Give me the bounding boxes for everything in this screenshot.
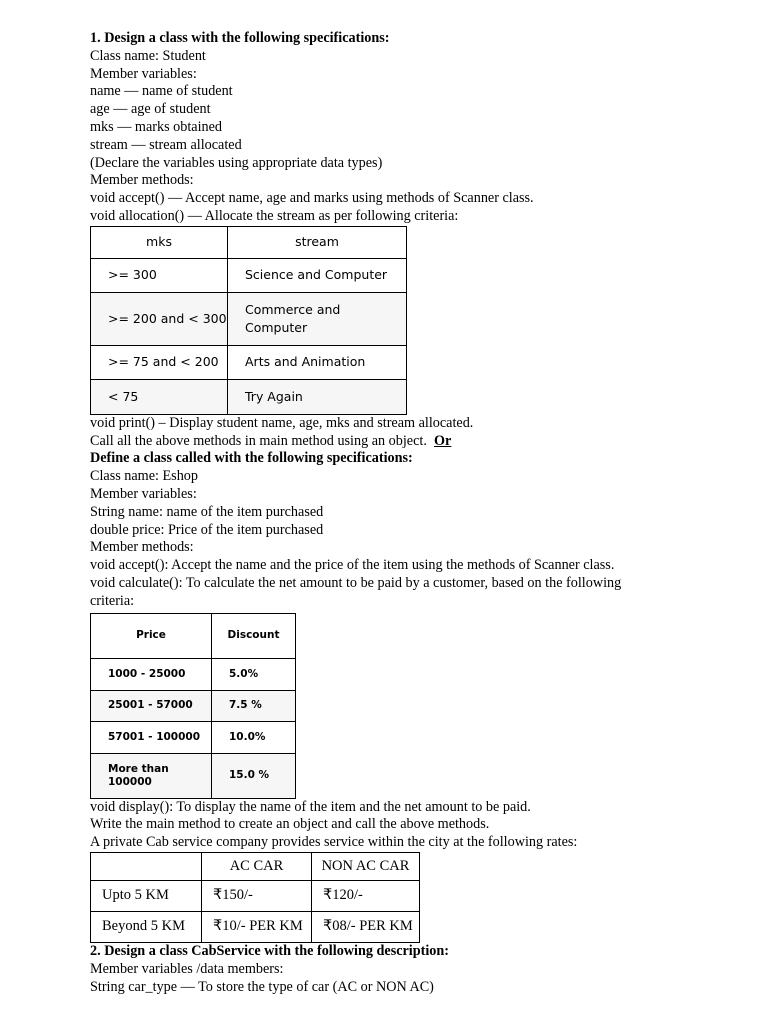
- table-cell: Arts and Animation: [228, 345, 407, 379]
- table-cell: Upto 5 KM: [91, 880, 202, 911]
- table-cell: Try Again: [228, 379, 407, 414]
- table-cell: Beyond 5 KM: [91, 911, 202, 942]
- table-header-row: [91, 613, 296, 658]
- table-cell: ₹120/-: [312, 880, 420, 911]
- table-cell: 5.0%: [212, 658, 296, 690]
- table-header-cell: Price: [91, 613, 212, 658]
- table-row: [91, 379, 407, 414]
- text-line: Member methods:: [90, 172, 194, 189]
- table-cell: 7.5 %: [212, 690, 296, 721]
- text-line: Member variables:: [90, 485, 197, 502]
- call-text: Call all the above methods in main method using an object.: [90, 432, 427, 449]
- text-line: void print() – Display student name, age, mks and stream allocated.: [90, 414, 474, 431]
- table-row: [91, 658, 296, 690]
- text-line: name — name of student: [90, 83, 233, 100]
- table-row: [91, 258, 407, 292]
- text-line: String name: name of the item purchased: [90, 503, 324, 520]
- table-row: [91, 345, 407, 379]
- table-row: [91, 292, 407, 345]
- table-header-cell: mks: [91, 226, 228, 258]
- cab-rates-table: [90, 852, 420, 943]
- text-line: String car_type — To store the type of car (AC or NON AC): [90, 978, 434, 995]
- table-header-row: [91, 226, 407, 258]
- call-line: [90, 433, 690, 451]
- table-cell: >= 75 and < 200: [91, 345, 228, 379]
- text-line: (Declare the variables using appropriate data types): [90, 154, 383, 171]
- text-line: void display(): To display the name of the item and the net amount to be paid.: [90, 798, 531, 815]
- table-header-row: [91, 852, 420, 880]
- table-cell: ₹08/- PER KM: [312, 911, 420, 942]
- table-row: [91, 880, 420, 911]
- table-header-cell: AC CAR: [202, 852, 312, 880]
- table-cell: More than 100000: [91, 753, 212, 798]
- text-line: void allocation() — Allocate the stream as per following criteria:: [90, 207, 459, 224]
- text-line: mks — marks obtained: [90, 118, 223, 135]
- table-cell: 25001 - 57000: [91, 690, 212, 721]
- question-2-heading: 2. Design a class CabService with the following description:: [90, 942, 450, 959]
- text-line: Member variables:: [90, 65, 197, 82]
- table-cell: < 75: [91, 379, 228, 414]
- table-cell: 1000 - 25000: [91, 658, 212, 690]
- or-label: Or: [433, 432, 452, 449]
- table-row: [91, 690, 296, 721]
- table-cell: Commerce and Computer: [228, 292, 407, 345]
- text-line: A private Cab service company provides service within the city at the following rates:: [90, 834, 578, 851]
- document-page: [90, 30, 690, 996]
- text-line: age — age of student: [90, 101, 211, 118]
- table-header-cell: Discount: [212, 613, 296, 658]
- table-cell: Science and Computer: [228, 258, 407, 292]
- table-cell: >= 300: [91, 258, 228, 292]
- text-line: Member methods:: [90, 539, 194, 556]
- stream-criteria-table: [90, 226, 407, 415]
- text-line: Write the main method to create an object and call the above methods.: [90, 816, 490, 833]
- table-row: [91, 911, 420, 942]
- text-line: void calculate(): To calculate the net amount to be paid by a customer, based on the following: [90, 574, 622, 591]
- table-row: [91, 721, 296, 753]
- text-line: criteria:: [90, 592, 135, 609]
- text-line: Class name: Eshop: [90, 468, 198, 485]
- table-cell: 57001 - 100000: [91, 721, 212, 753]
- table-cell: >= 200 and < 300: [91, 292, 228, 345]
- text-line: Class name: Student: [90, 47, 206, 64]
- table-cell: 10.0%: [212, 721, 296, 753]
- table-header-cell: stream: [228, 226, 407, 258]
- table-cell: ₹150/-: [202, 880, 312, 911]
- table-row: [91, 753, 296, 798]
- table-cell: ₹10/- PER KM: [202, 911, 312, 942]
- text-line: void accept(): Accept the name and the price of the item using the methods of Scanner class.: [90, 557, 615, 574]
- text-line: stream — stream allocated: [90, 136, 242, 153]
- text-line: double price: Price of the item purchased: [90, 521, 324, 538]
- question-1-heading: 1. Design a class with the following specifications:: [90, 30, 390, 46]
- text-line: Member variables /data members:: [90, 960, 284, 977]
- eshop-heading: Define a class called with the following specifications:: [90, 450, 413, 467]
- text-line: void accept() — Accept name, age and marks using methods of Scanner class.: [90, 190, 534, 207]
- table-header-cell: [91, 852, 202, 880]
- discount-table: [90, 613, 296, 799]
- table-cell: 15.0 %: [212, 753, 296, 798]
- table-header-cell: NON AC CAR: [312, 852, 420, 880]
